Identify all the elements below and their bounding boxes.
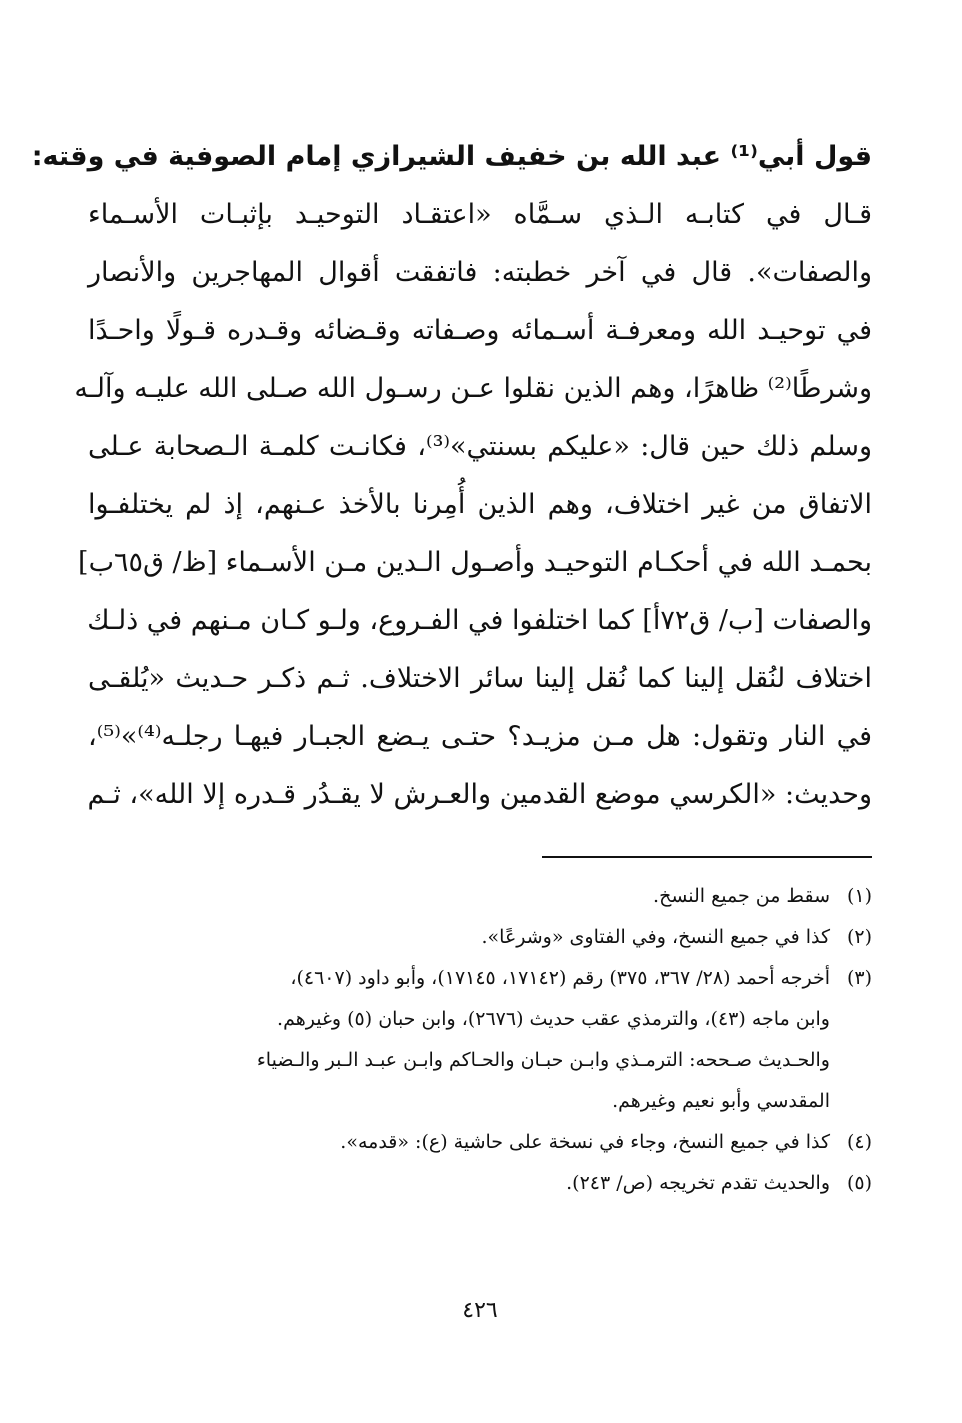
footnote-number: (٣): [846, 967, 872, 989]
footnote-text: كذا في جميع النسخ، وجاء في نسخة على حاشية (ع): «قدمه».: [340, 1131, 830, 1153]
body-line: والصفات [ب/ ق٧٢أ] كما اختلفوا في الفـروع، ولـو كـان مـنهم في ذلـك: [87, 605, 872, 636]
footnote-number: (١): [846, 885, 872, 907]
footnote-number: (٢): [846, 926, 872, 948]
page-number: ٤٢٦: [462, 1298, 498, 1323]
body-line: في النار وتقول: هل مـن مزيـد؟ حتـى يـضع الجبـار فيهـا رجلـه⁽⁴⁾»⁽⁵⁾،: [88, 721, 872, 752]
book-page: [31, 128, 872, 1368]
body-line: وشرطًا⁽²⁾ ظاهرًا، وهم الذين نقلوا عـن رسـول الله صـلى الله عليـه وآلـه: [74, 373, 872, 404]
footnote-separator: [542, 856, 872, 858]
footnote-number: (٤): [846, 1131, 872, 1153]
body-line: وسلم ذلك حين قال: «عليكم بسنتي»⁽³⁾، فكانـت كلمـة الـصحابة عـلى: [88, 431, 872, 462]
footnote-continuation: المقدسي وأبو نعيم وغيرهم.: [612, 1090, 830, 1112]
body-line: في توحيـد الله ومعرفـة أسـمائه وصـفاته وقـضائه وقـدره قـولًا واحـدًا: [88, 315, 872, 346]
body-line: بحمـد الله في أحكـام التوحيـد وأصـول الـدين مـن الأسـماء [ظ/ ق٦٥ب]: [78, 547, 872, 578]
footnote-continuation: والحـديث صـححه: الترمـذي وابـن حبـان والحـاكم وابـن عبـد الـبر والـضياء: [256, 1049, 830, 1071]
body-line: والصفات». قال في آخر خطبته: فاتفقت أقوال المهاجرين والأنصار: [88, 257, 872, 288]
body-line: اختلاف لنُقل إلينا كما نُقل إلينا سائر الاختلاف. ثـم ذكـر حـديث «يُلقـى: [88, 663, 872, 694]
body-line: قـال في كتابـه الـذي سـمَّاه «اعتقـاد التوحيـد بإثبـات الأسـماء: [88, 199, 872, 230]
footnote-continuation: وابن ماجه (٤٣)، والترمذي عقب حديث (٢٦٧٦)، وابن حبان (٥) وغيرهم.: [277, 1008, 830, 1030]
body-line: الاتفاق من غير اختلاف، وهم الذين أُمِرنا بالأخذ عـنهم، إذ لم يختلفـوا: [88, 489, 872, 520]
footnotes: [76, 876, 872, 1204]
footnote-text: كذا في جميع النسخ، وفي الفتاوى «وشرعًا».: [481, 926, 830, 948]
section-heading: قول أبي⁽¹⁾ عبد الله بن خفيف الشيرازي إمام الصوفية في وقته:: [31, 141, 872, 172]
body-text: [74, 186, 872, 824]
footnote-number: (٥): [846, 1172, 872, 1194]
footnote-3: [76, 958, 872, 999]
footnote-5: [76, 1163, 872, 1204]
footnote-4: [76, 1122, 872, 1163]
footnote-text: أخرجه أحمد (٢٨/ ٣٦٧، ٣٧٥) رقم (١٧١٤٢، ١٧١٤٥)، وأبو داود (٤٦٠٧)،: [290, 967, 830, 989]
footnote-text: والحديث تقدم تخريجه (ص/ ٢٤٣).: [566, 1172, 830, 1194]
footnote-2: [76, 917, 872, 958]
footnote-text: سقط من جميع النسخ.: [653, 885, 830, 907]
body-line: وحديث: «الكرسي موضع القدمين والعـرش لا يقـدُر قـدره إلا الله»، ثـم: [87, 779, 872, 810]
footnote-1: [76, 876, 872, 917]
